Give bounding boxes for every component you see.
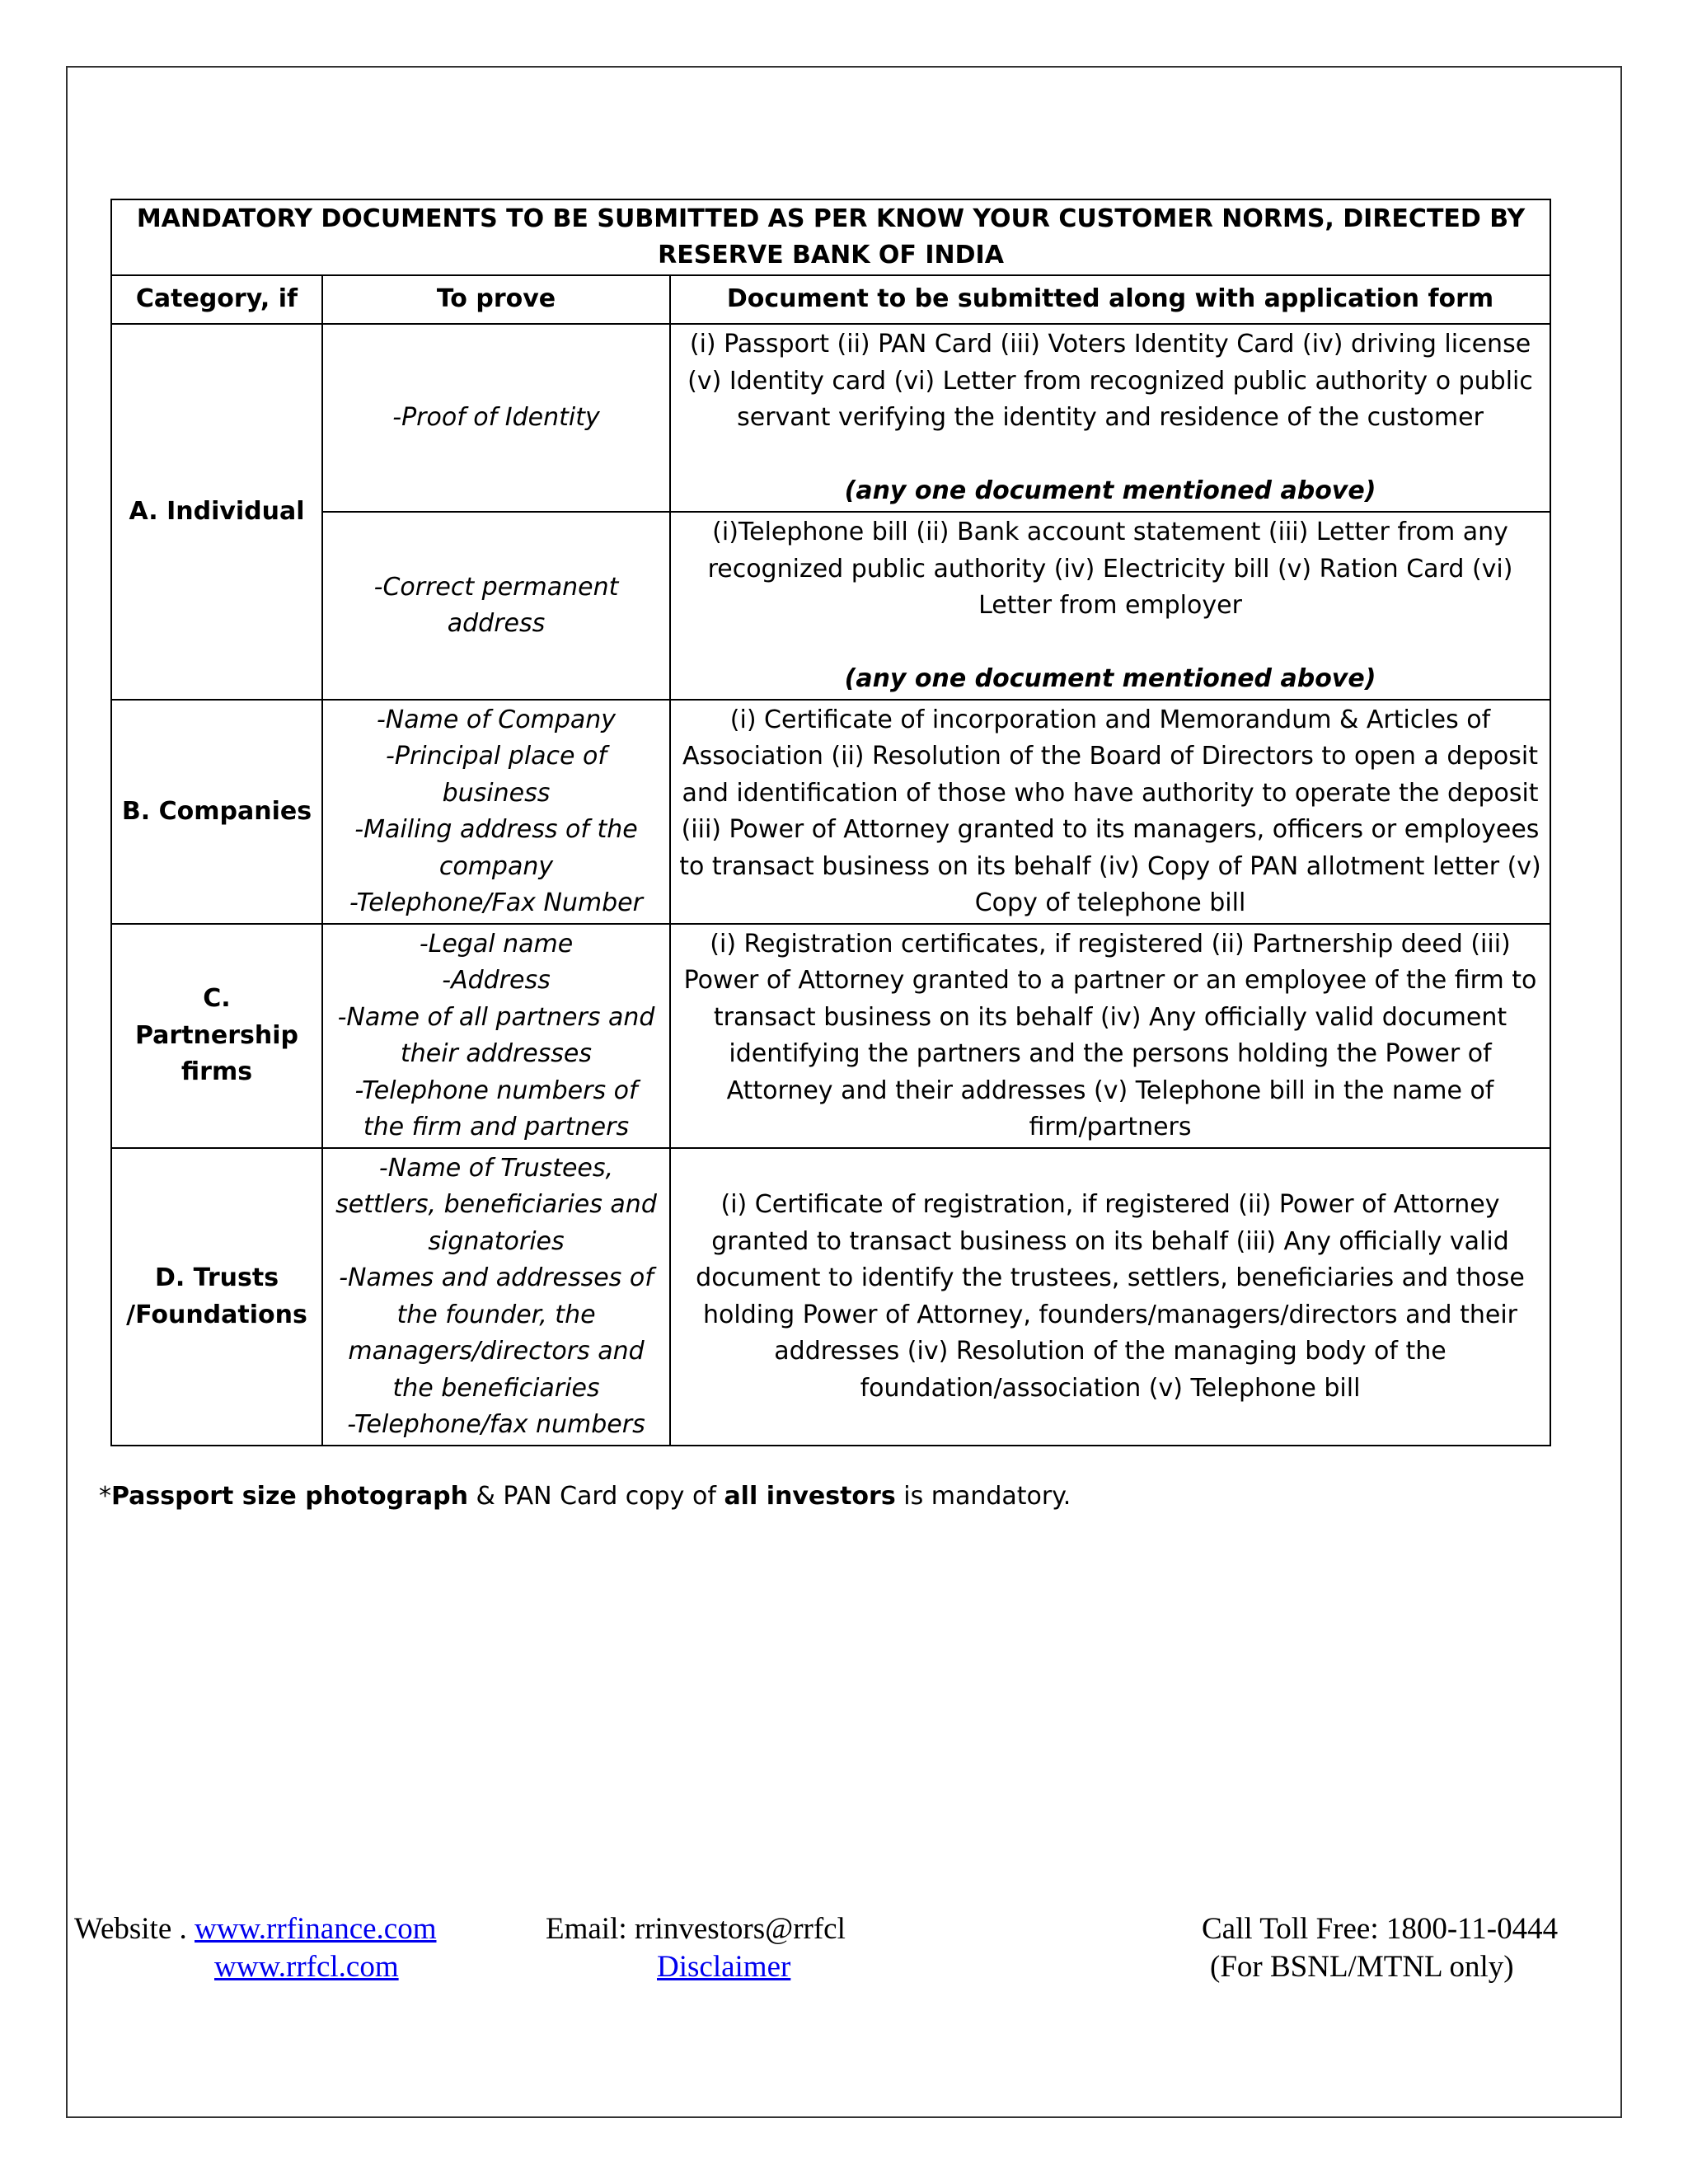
prove-item: -Names and addresses of the founder, the managers/directors and the beneficiaries: [339, 1263, 654, 1403]
prove-item: -Principal place of business: [386, 742, 607, 808]
note-suffix: is mandatory.: [895, 1482, 1071, 1511]
category-individual: A. Individual: [111, 324, 322, 700]
website-line-2: [74, 1948, 503, 1986]
table-row: [111, 700, 1550, 924]
prove-item: -Name of Trustees, settlers, beneficiaries and signatories: [335, 1153, 657, 1256]
table-row: [111, 1148, 1550, 1446]
prove-item: -Telephone/fax numbers: [347, 1410, 645, 1439]
documents-identity: [670, 324, 1550, 512]
mandatory-note: [99, 1482, 1500, 1511]
disclaimer-link[interactable]: Disclaimer: [657, 1950, 791, 1984]
prove-item: -Name of Company: [376, 705, 617, 734]
table-title: MANDATORY DOCUMENTS TO BE SUBMITTED AS PER KNOW YOUR CUSTOMER NORMS, DIRECTED BY RESERVE BANK OF INDIA: [111, 199, 1550, 275]
category-trusts: D. Trusts /Foundations: [111, 1148, 322, 1446]
prove-partnership: [322, 924, 670, 1148]
footer-email: [546, 1910, 974, 1986]
footer-tollfree: [1202, 1910, 1606, 1986]
documents-trusts: (i) Certificate of registration, if registered (ii) Power of Attorney granted to transact business on its behalf (iii) Any officially valid document to identify the trustees, settlers, beneficiaries and those holding Power of Attorney, founders/managers/directors and their addresses (iv) Resolution of the managing body of the foundation/association (v) Telephone bill: [670, 1148, 1550, 1446]
documents-address-text: (i)Telephone bill (ii) Bank account statement (iii) Letter from any recognized public authority (iv) Electricity bill (v) Ration Card (vi) Letter from employer: [707, 518, 1513, 620]
note-bold-investors: all investors: [724, 1482, 896, 1511]
note-prefix: *: [99, 1482, 111, 1511]
documents-identity-text: (i) Passport (ii) PAN Card (iii) Voters Identity Card (iv) driving license (v) Identity card (vi) Letter from recognized public authority o public servant verifying the identity and residence of the customer: [687, 330, 1533, 432]
documents-companies: (i) Certificate of incorporation and Memorandum & Articles of Association (ii) Resolution of the Board of Directors to open a deposit and identification of those who have authority to operate the deposit (iii) Power of Attorney granted to its managers, officers or employees to transact business on its behalf (iv) Copy of PAN allotment letter (v) Copy of telephone bill: [670, 700, 1550, 924]
prove-item: -Telephone numbers of the firm and partners: [354, 1076, 638, 1141]
header-category: Category, if: [111, 275, 322, 324]
prove-item: -Telephone/Fax Number: [349, 888, 643, 917]
kyc-documents-table: [110, 199, 1551, 1446]
prove-companies: [322, 700, 670, 924]
website-link-rrfcl[interactable]: www.rrfcl.com: [214, 1950, 399, 1984]
footer-website: [74, 1910, 503, 1986]
prove-item: -Address: [442, 966, 551, 995]
prove-item: -Name of all partners and their addresses: [337, 1002, 655, 1068]
disclaimer-line: [546, 1948, 974, 1986]
note-bold-photo: Passport size photograph: [111, 1482, 468, 1511]
documents-address: [670, 512, 1550, 700]
documents-partnership: (i) Registration certificates, if registered (ii) Partnership deed (iii) Power of Attorney granted to a partner or an employee of the firm to transact business on its behalf (iv) Any officially valid document identifying the partners and the persons holding the Power of Attorney and their addresses (v) Telephone bill in the name of firm/partners: [670, 924, 1550, 1148]
header-to-prove: To prove: [322, 275, 670, 324]
prove-item: -Legal name: [419, 929, 574, 958]
table-row: [111, 924, 1550, 1148]
tollfree-text: Call Toll Free: 1800-11-0444: [1202, 1912, 1559, 1946]
footer: [74, 1910, 1607, 2001]
prove-item: -Mailing address of the company: [354, 815, 638, 881]
any-one-note: (any one document mentioned above): [844, 476, 1376, 505]
website-line: [74, 1910, 503, 1948]
category-companies: B. Companies: [111, 700, 322, 924]
table-row: [111, 324, 1550, 512]
website-label: Website .: [74, 1912, 195, 1946]
email-text: Email: rrinvestors@rrfcl: [546, 1912, 846, 1946]
category-partnership: C. Partnership firms: [111, 924, 322, 1148]
any-one-note: (any one document mentioned above): [844, 663, 1376, 693]
header-document: Document to be submitted along with application form: [670, 275, 1550, 324]
prove-identity: -Proof of Identity: [322, 324, 670, 512]
prove-address: -Correct permanent address: [322, 512, 670, 700]
website-link-rrfinance[interactable]: www.rrfinance.com: [195, 1912, 437, 1946]
note-mid: & PAN Card copy of: [467, 1482, 724, 1511]
prove-trusts: [322, 1148, 670, 1446]
tollfree-note: (For BSNL/MTNL only): [1210, 1950, 1514, 1984]
table-row: [111, 512, 1550, 700]
